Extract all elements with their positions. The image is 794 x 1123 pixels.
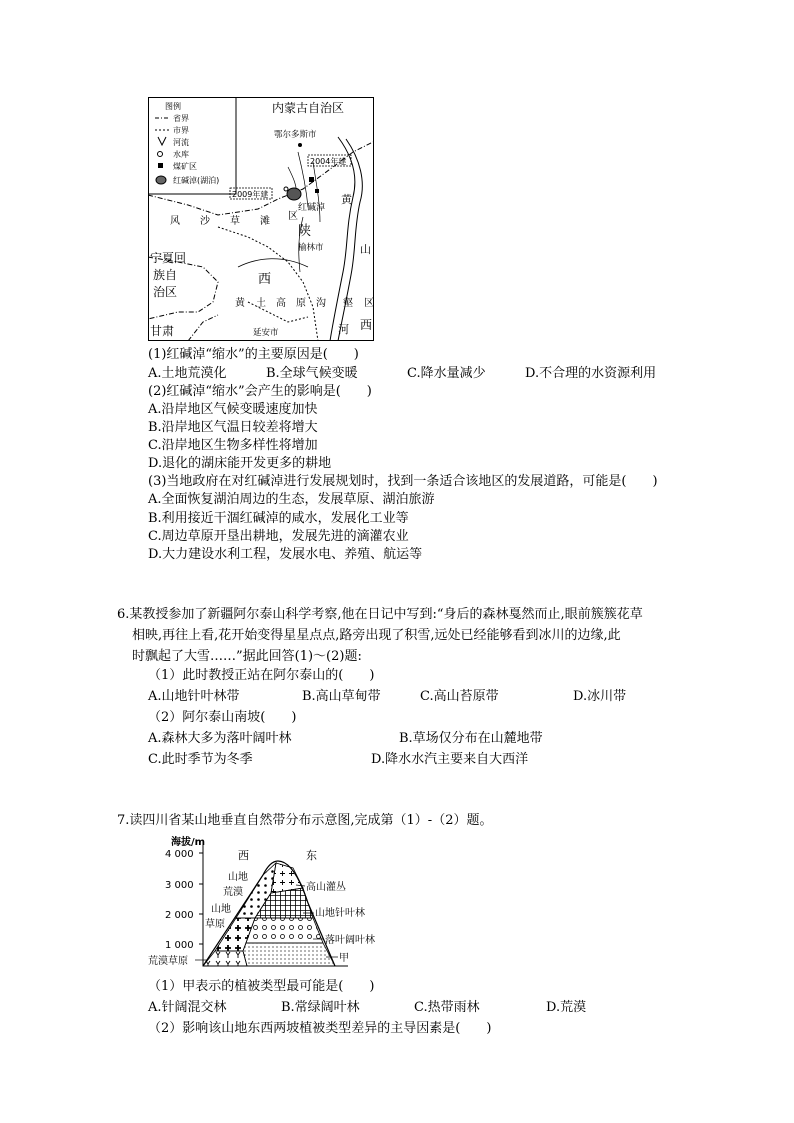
y-tick-1000: 1 000: [165, 940, 194, 951]
fengsha-3: 草: [230, 216, 240, 227]
q6-sub1-option-c[interactable]: C.高山苔原带: [420, 689, 499, 704]
legend-reservoir: 水库: [173, 150, 189, 159]
fengsha-4: 滩: [260, 216, 270, 227]
q7-sub1-option-c[interactable]: C.热带雨林: [414, 1000, 480, 1015]
q5-sub2-option-b[interactable]: B.沿岸地区气温日较差将增大: [148, 420, 318, 435]
q6-sub2-option-a[interactable]: A.森林大多为落叶阔叶林: [148, 731, 292, 746]
q6-sub2-option-d[interactable]: D.降水水汽主要来自大西洋: [371, 752, 529, 767]
west-label: 西: [238, 849, 249, 862]
right-label-deciduous: 落叶阔叶林: [325, 935, 375, 946]
fengsha-5: 区: [288, 211, 298, 222]
q5-sub1-option-a[interactable]: A.土地荒漠化: [148, 366, 227, 381]
q5-sub3: (3)当地政府在对红碱淖进行发展规划时，找到一条适合该地区的发展道路，可能是( ): [148, 474, 658, 489]
right-label-alpine-shrub: 高山灌丛: [306, 882, 346, 893]
q7-sub1: （1）甲表示的植被类型最可能是( ): [148, 979, 375, 994]
huang-label: 黄: [341, 193, 352, 206]
q6-sub1-option-a[interactable]: A.山地针叶林带: [148, 689, 240, 704]
q5-sub3-option-c[interactable]: C.周边草原开垦出耕地，发展先进的滴灌农业: [148, 529, 409, 544]
q5-sub1-option-b[interactable]: B.全球气候变暖: [266, 366, 358, 381]
q6-sub1-option-b[interactable]: B.高山草甸带: [302, 689, 381, 704]
map-figure: [148, 97, 374, 341]
mountain-zone-figure: [143, 833, 393, 973]
legend-city-border: 市界: [173, 126, 189, 135]
legend-province-border: 省界: [173, 114, 189, 123]
left-label-huangmo-caoyuan: 荒漠草原: [148, 956, 188, 967]
q7-stem: 7.读四川省某山地垂直自然带分布示意图,完成第（1）-（2）题。: [117, 813, 493, 828]
legend-river: 河流: [173, 138, 189, 147]
built-2004-label: 2004年建: [310, 157, 347, 166]
ningxia-label-3: 治区: [153, 285, 178, 299]
shanxi-xi-label: 西: [360, 318, 373, 332]
fengsha-1: 风: [170, 216, 180, 227]
y-tick-3000: 3 000: [165, 880, 194, 891]
inner-mongolia-label: 内蒙古自治区: [272, 101, 345, 115]
east-label: 东: [306, 849, 317, 862]
q5-sub2-option-a[interactable]: A.沿岸地区气候变暖速度加快: [148, 402, 318, 417]
q6-sub2-option-b[interactable]: B.草场仅分布在山麓地带: [399, 731, 543, 746]
lake-icon: [156, 176, 166, 184]
gansu-label: 甘肃: [150, 324, 175, 338]
q6-sub2: （2）阿尔泰山南坡( ): [148, 710, 297, 725]
q6-stem-line2: 相映,再往上看,花开始变得星星点点,路旁出现了积雪,远处已经能够看到冰川的边缘,此: [132, 628, 621, 643]
loess-2: 土: [256, 298, 266, 309]
loess-1: 黄: [235, 298, 245, 309]
fengsha-2: 沙: [200, 216, 210, 227]
q5-sub2-option-d[interactable]: D.退化的湖床能开发更多的耕地: [148, 456, 332, 471]
right-label-conifer: 山地针叶林: [315, 908, 365, 919]
shan-label: 山: [360, 243, 371, 256]
q5-sub2: (2)红碱淖“缩水”会产生的影响是( ): [148, 384, 372, 399]
q7-sub2: （2）影响该山地东西两坡植被类型差异的主导因素是( ): [148, 1021, 492, 1036]
y-axis-title: 海拔/m: [171, 837, 206, 848]
legend-lake: 红碱淖(湖泊): [173, 176, 220, 185]
q7-sub1-option-b[interactable]: B.常绿阔叶林: [281, 1000, 360, 1015]
ordos-label: 鄂尔多斯市: [274, 130, 317, 140]
q6-sub2-option-c[interactable]: C.此时季节为冬季: [148, 752, 253, 767]
loess-6: 壑: [343, 298, 353, 309]
q6-sub1-option-d[interactable]: D.冰川带: [573, 689, 627, 704]
legend-coal: 煤矿区: [173, 162, 197, 171]
q5-sub3-option-b[interactable]: B.利用接近干涸红碱淖的咸水，发展化工业等: [148, 511, 409, 526]
left-label-shandi-2: 山地: [211, 904, 231, 915]
q5-sub3-option-d[interactable]: D.大力建设水利工程，发展水电、养殖、航运等: [148, 547, 423, 562]
yulin-label: 榆林市: [298, 243, 324, 253]
hongjiannao-label: 红碱淖: [298, 203, 326, 213]
y-tick-2000: 2 000: [165, 910, 194, 921]
legend-title: 图例: [165, 102, 181, 111]
ningxia-label-2: 族自: [153, 268, 178, 282]
right-label-jia: 甲: [339, 953, 349, 964]
xi-label: 西: [258, 272, 272, 287]
q7-sub1-option-d[interactable]: D.荒漠: [546, 1000, 587, 1015]
q6-stem-line3: 时飘起了大雪……”据此回答(1)～(2)题:: [132, 649, 362, 664]
q5-sub2-option-c[interactable]: C.沿岸地区生物多样性将增加: [148, 438, 318, 453]
coal-mine-icon: [158, 163, 163, 168]
left-label-caoyuan: 草原: [205, 919, 225, 930]
ningxia-label-1: 宁夏回: [150, 251, 187, 265]
built-2009-label: 2009年建: [232, 190, 269, 199]
y-tick-4000: 4 000: [165, 849, 194, 860]
q5-sub1-option-c[interactable]: C.降水量减少: [407, 366, 486, 381]
he-label: 河: [338, 323, 349, 336]
loess-5: 沟: [316, 298, 326, 309]
q5-sub1: (1)红碱淖“缩水”的主要原因是( ): [148, 347, 359, 362]
q6-sub1: （1）此时教授正站在阿尔泰山的( ): [148, 668, 375, 683]
yanan-label: 延安市: [253, 328, 279, 338]
q6-stem-line1: 6.某教授参加了新疆阿尔泰山科学考察,他在日记中写到:“身后的森林戛然而止,眼前簇簇花草: [117, 607, 643, 622]
q7-sub1-option-a[interactable]: A.针阔混交林: [148, 1000, 227, 1015]
left-label-shandi-1: 山地: [228, 872, 248, 883]
shaan-label: 陕: [298, 224, 312, 239]
q5-sub1-option-d[interactable]: D.不合理的水资源利用: [525, 366, 657, 381]
loess-3: 高: [276, 298, 286, 309]
loess-7: 区: [364, 298, 374, 309]
left-label-huangmo: 荒漠: [223, 887, 243, 898]
loess-4: 原: [296, 298, 306, 309]
q5-sub3-option-a[interactable]: A.全面恢复湖泊周边的生态，发展草原、湖泊旅游: [148, 492, 435, 507]
